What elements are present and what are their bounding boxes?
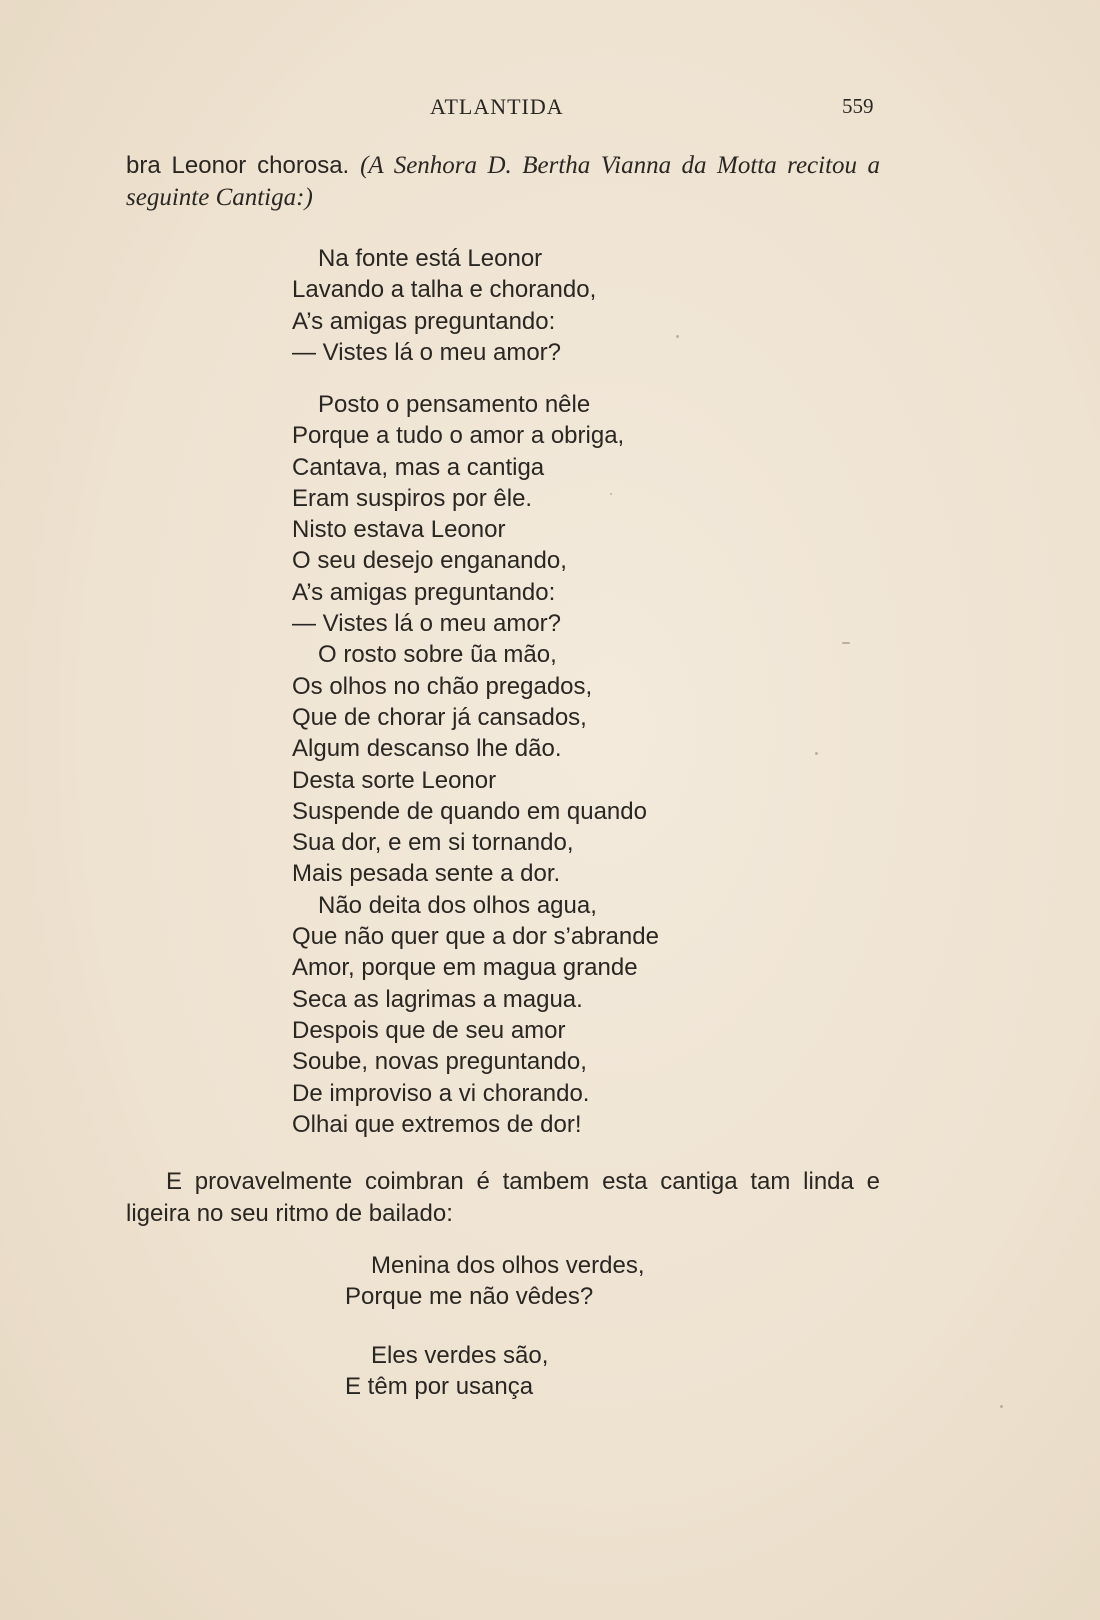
verse-line: Soube, novas preguntando, <box>292 1048 587 1076</box>
verse-line: De improviso a vi chorando. <box>292 1079 590 1107</box>
verse-line: Posto o pensamento nêle <box>318 391 591 418</box>
intro-paragraph <box>126 150 880 214</box>
paper-speck <box>815 752 818 755</box>
verse-line: A’s amigas preguntando: <box>292 307 556 335</box>
verse-line: Cantava, mas a cantiga <box>292 453 545 481</box>
running-title: ATLANTIDA <box>430 94 564 119</box>
paper-speck <box>610 493 612 495</box>
verse-line: A’s amigas preguntando: <box>292 578 556 606</box>
cantiga-1-stanza-1 <box>292 243 596 368</box>
verse-line: Suspende de quando em quando <box>292 797 647 825</box>
cantiga-2-stanza-1 <box>345 1250 645 1313</box>
paper-speck <box>842 642 850 644</box>
intro-text: bra Leonor chorosa. <box>126 152 361 179</box>
verse-line: Seca as lagrimas a magua. <box>292 985 583 1013</box>
verse-line: — Vistes lá o meu amor? <box>292 610 562 638</box>
verse-line: Mais pesada sente a dor. <box>292 860 561 888</box>
verse-line: Desta sorte Leonor <box>292 766 497 794</box>
verse-line: O seu desejo enganando, <box>292 547 567 575</box>
verse-line: Que de chorar já cansados, <box>292 703 587 731</box>
verse-line: Olhai que extremos de dor! <box>292 1110 582 1138</box>
page-number: 559 <box>842 94 874 118</box>
verse-line: Nisto estava Leonor <box>292 516 506 544</box>
verse-line: Menina dos olhos verdes, <box>371 1252 645 1279</box>
verse-line: Não deita dos olhos agua, <box>318 891 597 919</box>
verse-line: E têm por usança <box>345 1373 534 1401</box>
verse-line: Porque a tudo o amor a obriga, <box>292 422 625 450</box>
verse-line: Que não quer que a dor s’abrande <box>292 923 659 951</box>
intro-italic-note: (A Senhora D. Bertha Vianna da Motta recitou a seguinte Cantiga:) <box>126 152 880 211</box>
verse-line: Lavando a talha e chorando, <box>292 276 597 304</box>
cantiga-1-stanza-2 <box>292 389 659 1140</box>
verse-line: Os olhos no chão pregados, <box>292 672 593 700</box>
verse-line: Despois que de seu amor <box>292 1016 566 1044</box>
verse-line: Eram suspiros por êle. <box>292 484 533 512</box>
cantiga-2-stanza-2 <box>345 1340 548 1403</box>
verse-line: — Vistes lá o meu amor? <box>292 338 562 366</box>
verse-line: O rosto sobre ũa mão, <box>318 641 557 669</box>
verse-line: Eles verdes são, <box>371 1342 549 1369</box>
verse-line: Algum descanso lhe dão. <box>292 735 562 763</box>
transition-text: E provavelmente coimbran é tambem esta cantiga tam linda e ligeira no seu ritmo de bailado: <box>126 1168 880 1227</box>
verse-line: Amor, porque em magua grande <box>292 954 638 982</box>
transition-paragraph <box>126 1166 880 1230</box>
verse-line: Sua dor, e em si tornando, <box>292 829 574 857</box>
verse-line: Porque me não vêdes? <box>345 1283 594 1311</box>
paper-speck <box>676 335 679 338</box>
verse-line: Na fonte está Leonor <box>318 245 543 272</box>
paper-speck <box>1000 1405 1003 1408</box>
